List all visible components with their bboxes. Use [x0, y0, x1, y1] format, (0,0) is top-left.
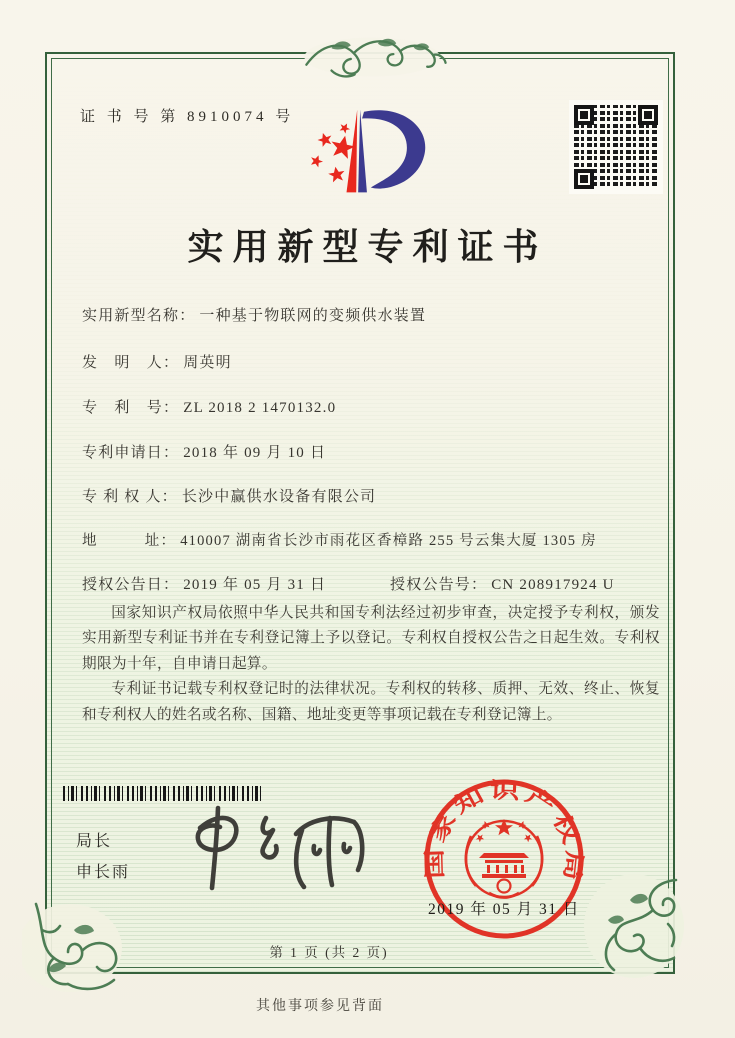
field-value: 2019 年 05 月 31 日 [183, 577, 327, 593]
field-value: 长沙中赢供水设备有限公司 [181, 489, 377, 505]
cnipa-patent-logo-icon [294, 102, 434, 204]
field-label: 地 址： [82, 533, 177, 549]
field-value: 周英明 [183, 355, 232, 371]
seal-ring-text: 国家知识产权局 [421, 777, 588, 880]
certificate-title: 实用新型专利证书 [187, 227, 548, 267]
field-application-date [82, 441, 667, 462]
field-label: 专 利 号： [82, 400, 180, 416]
field-value: 410007 湖南省长沙市雨花区香樟路 255 号云集大厦 1305 房 [180, 533, 597, 549]
legal-text-block [82, 601, 660, 728]
field-utility-model-name [82, 304, 667, 325]
qr-finder-top-left [574, 105, 594, 125]
director-signature-icon [162, 796, 382, 896]
legal-paragraph-2: 专利证书记载专利权登记时的法律状况。专利权的转移、质押、无效、终止、恢复和专利权人的姓名或名称、国籍、地址变更等事项记载在专利登记簿上。 [82, 681, 660, 723]
field-value: 2018 年 09 月 10 日 [183, 445, 327, 461]
top-scroll-ornament-icon [300, 28, 450, 86]
field-address [82, 529, 667, 550]
officer-name: 申长雨 [76, 864, 131, 882]
officer-title: 局长 [76, 833, 113, 850]
legal-paragraph-1: 国家知识产权局依照中华人民共和国专利法经过初步审查，决定授予专利权，颁发实用新型专利证书并在专利登记簿上予以登记。专利权自授权公告之日起生效。专利权期限为十年，自申请日起算。 [82, 605, 660, 672]
qr-finder-top-right [638, 105, 658, 125]
field-value: CN 208917924 U [491, 577, 615, 593]
field-label: 专 利 权 人： [82, 489, 178, 505]
field-patentee [82, 485, 667, 506]
qr-code-icon [569, 100, 663, 194]
seal-date: 2019 年 05 月 31 日 [428, 901, 580, 918]
certificate-number: 证 书 号 第 8910074 号 [80, 109, 295, 125]
field-label: 实用新型名称： [82, 308, 196, 324]
field-label: 授权公告号： [390, 577, 488, 593]
field-label: 授权公告日： [82, 577, 180, 593]
field-value: ZL 2018 2 1470132.0 [183, 400, 337, 416]
field-grant-date [82, 573, 667, 594]
field-grant-number [390, 573, 615, 594]
page-indicator: 第 1 页 (共 2 页) [269, 945, 389, 960]
field-inventor [82, 351, 667, 372]
field-label: 发 明 人： [82, 355, 180, 371]
field-value: 一种基于物联网的变频供水装置 [199, 308, 427, 324]
officer-block [76, 826, 130, 888]
back-side-note: 其他事项参见背面 [256, 999, 384, 1014]
field-label: 专利申请日： [82, 445, 180, 461]
field-patent-number [82, 396, 667, 417]
qr-finder-bottom-left [574, 169, 594, 189]
bottom-right-scroll-ornament-icon [578, 872, 686, 984]
